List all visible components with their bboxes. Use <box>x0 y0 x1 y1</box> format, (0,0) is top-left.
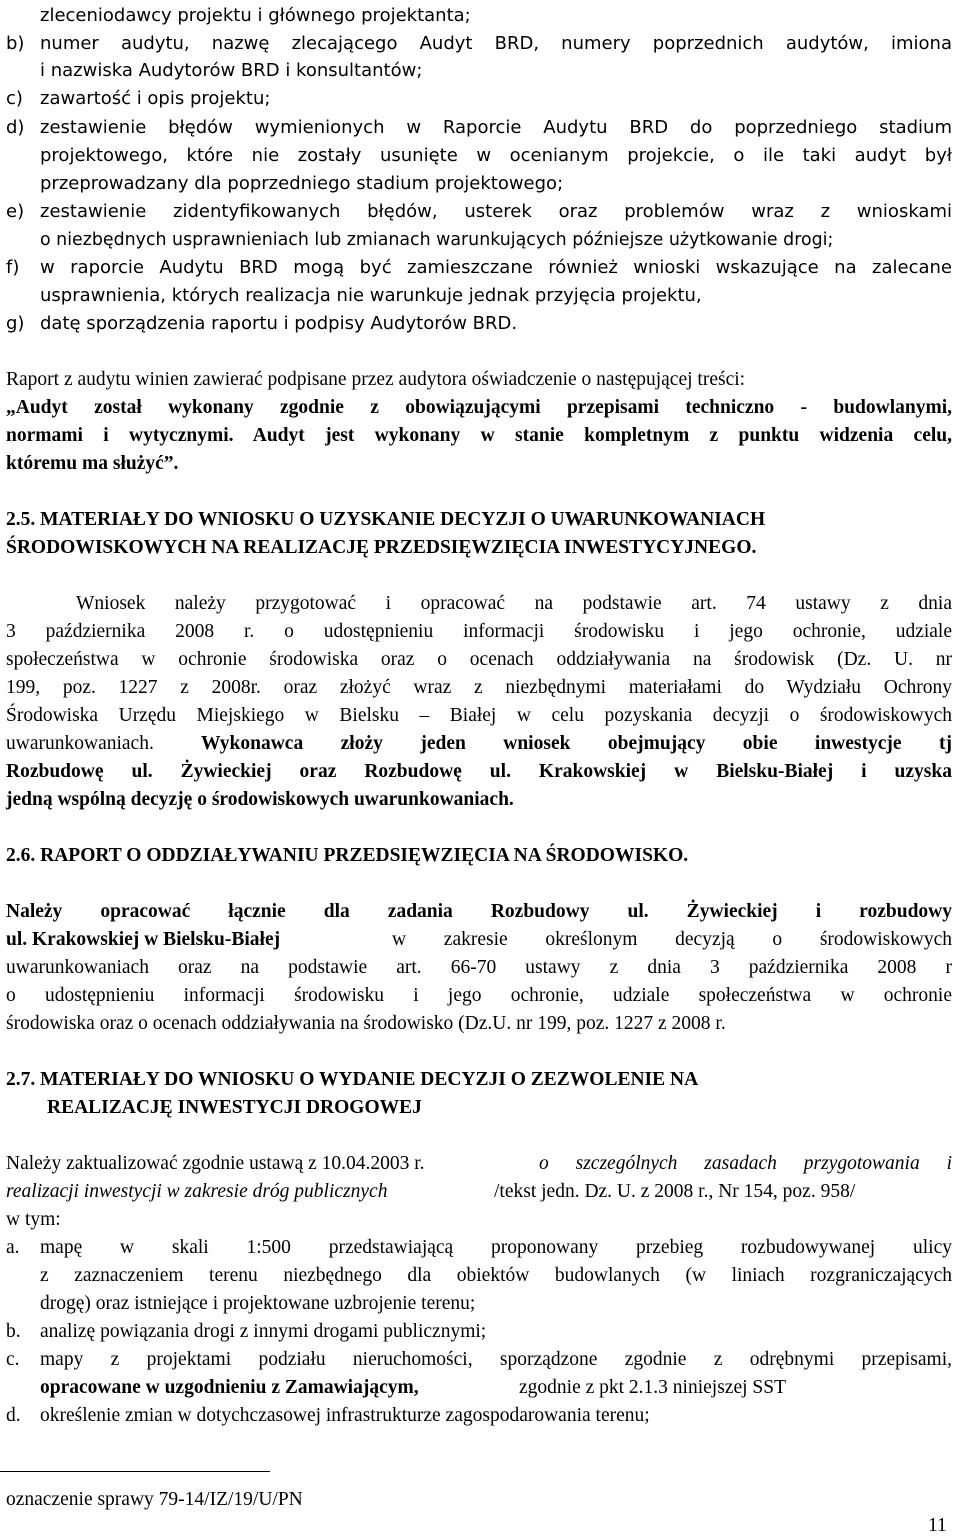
section-27-item-a: mapę w skali 1:500 przedstawiającą proponowany przebieg rozbudowywanej ulicy <box>40 1237 952 1258</box>
section-25-emphasis: jedną wspólną decyzję o środowiskowych uwarunkowaniach. <box>6 789 514 810</box>
section-27-line: w tym: <box>6 1209 61 1230</box>
section-27-item-c-emphasis: opracowane w uzgodnieniu z Zamawiającym, <box>40 1377 419 1398</box>
list-marker: f) <box>6 257 20 278</box>
section-27-heading-line2: REALIZACJĘ INWESTYCJI DROGOWEJ <box>47 1097 422 1118</box>
section-25-line: społeczeństwa w ochronie środowiska oraz o ocenach oddziaływania na środowisk (Dz. U. nr <box>6 649 952 670</box>
list-marker: c) <box>6 88 23 109</box>
section-25-emphasis: Rozbudowę ul. Żywieckiej oraz Rozbudowę ul. Krakowskiej w Bielsku-Białej i uzyska <box>6 761 952 782</box>
section-25-paragraph: Wniosek należy przygotować i opracować na podstawie art. 74 ustawy z dnia <box>76 593 952 614</box>
list-marker: c. <box>6 1349 20 1370</box>
section-27-item-d: określenie zmian w dotychczasowej infrastrukturze zagospodarowania terenu; <box>40 1405 650 1426</box>
footer-case-label: oznaczenie sprawy 79-14/IZ/19/U/PN <box>6 1489 303 1510</box>
section-26-line: uwarunkowaniach oraz na podstawie art. 66-70 ustawy z dnia 3 października 2008 r <box>6 957 952 978</box>
section-27-item-a-line2: z zaznaczeniem terenu niezbędnego dla obiektów budowlanych (w liniach rozgraniczających <box>40 1265 952 1286</box>
section-26-line: środowiska oraz o ocenach oddziaływania na środowisko (Dz.U. nr 199, poz. 1227 z 2008 r. <box>6 1013 726 1034</box>
section-26-line: o udostępnieniu informacji środowisku i jego ochronie, udziale społeczeństwa w ochronie <box>6 985 952 1006</box>
raport-quote-line3: któremu ma służyć”. <box>6 453 179 474</box>
list-marker: e) <box>6 201 25 222</box>
section-25-heading: 2.5. MATERIAŁY DO WNIOSKU O UZYSKANIE DECYZJI O UWARUNKOWANIACH <box>6 509 766 530</box>
list-item-e-line2: o niezbędnych usprawnieniach lub zmianach warunkujących późniejsze użytkowanie drogi; <box>40 230 834 250</box>
section-26-line: w zakresie określonym decyzją o środowiskowych <box>392 929 952 950</box>
section-25-line: 199, poz. 1227 z 2008r. oraz złożyć wraz z niezbędnymi materiałami do Wydziału Ochrony <box>6 677 952 698</box>
list-item-f: w raporcie Audytu BRD mogą być zamieszczane również wnioski wskazujące na zalecane <box>40 257 952 278</box>
section-27-heading: 2.7. MATERIAŁY DO WNIOSKU O WYDANIE DECYZJI O ZEZWOLENIE NA <box>6 1069 699 1090</box>
list-marker: a. <box>6 1237 20 1258</box>
section-25-emphasis: Wykonawca złoży jeden wniosek obejmujący obie inwestycje tj <box>201 733 952 754</box>
list-item-d: zestawienie błędów wymienionych w Raporcie Audytu BRD do poprzedniego stadium <box>40 117 952 138</box>
section-25-line: uwarunkowaniach. <box>6 733 154 754</box>
raport-quote-line2: normami i wytycznymi. Audyt jest wykonany w stanie kompletnym z punktu widzenia celu, <box>6 425 952 446</box>
section-26-emphasis: ul. Krakowskiej w Bielsku-Białej <box>6 929 281 950</box>
list-marker: d) <box>6 117 25 138</box>
section-26-line: Należy opracować łącznie dla zadania Rozbudowy ul. Żywieckiej i rozbudowy <box>6 901 952 922</box>
section-27-italic: realizacji inwestycji w zakresie dróg publicznych <box>6 1181 388 1202</box>
raport-intro: Raport z audytu winien zawierać podpisane przez audytora oświadczenie o następującej treści: <box>6 369 746 390</box>
list-item-g: datę sporządzenia raportu i podpisy Audytorów BRD. <box>40 313 518 334</box>
section-27-line: /tekst jedn. Dz. U. z 2008 r., Nr 154, poz. 958/ <box>494 1181 856 1202</box>
list-item-f-line2: usprawnienia, których realizacja nie warunkuje jednak przyjęcia projektu, <box>40 285 702 306</box>
section-27-item-c-rest: zgodnie z pkt 2.1.3 niniejszej SST <box>519 1377 787 1398</box>
list-item-c: zawartość i opis projektu; <box>40 88 271 109</box>
list-item-b: numer audytu, nazwę zlecającego Audyt BRD, numery poprzednich audytów, imiona <box>40 33 952 54</box>
list-item-d-line2: projektowego, które nie zostały usunięte w ocenianym projekcie, o ile taki audyt był <box>40 145 952 166</box>
list-item-e: zestawienie zidentyfikowanych błędów, usterek oraz problemów wraz z wnioskami <box>40 201 952 222</box>
page-number: 11 <box>928 1515 947 1536</box>
list-item-a-continuation: zleceniodawcy projektu i głównego projektanta; <box>40 5 471 26</box>
section-27-item-c: mapy z projektami podziału nieruchomości, sporządzone zgodnie z odrębnymi przepisami, <box>40 1349 952 1370</box>
section-25-line: 3 października 2008 r. o udostępnieniu informacji środowisku i jego ochronie, udziale <box>6 621 952 642</box>
section-25-heading-line2: ŚRODOWISKOWYCH NA REALIZACJĘ PRZEDSIĘWZIĘCIA INWESTYCYJNEGO. <box>6 537 757 558</box>
section-25-line: Środowiska Urzędu Miejskiego w Bielsku – Białej w celu pozyskania decyzji o środowiskowych <box>6 705 952 726</box>
footer-rule <box>0 1471 270 1472</box>
raport-quote-line1: „Audyt został wykonany zgodnie z obowiązującymi przepisami techniczno - budowlanymi, <box>6 397 952 418</box>
section-27-item-a-line3: drogę) oraz istniejące i projektowane uzbrojenie terenu; <box>40 1293 476 1314</box>
list-item-b-line2: i nazwiska Audytorów BRD i konsultantów; <box>40 60 423 81</box>
list-marker: g) <box>6 313 25 334</box>
list-marker: d. <box>6 1405 21 1426</box>
section-27-italic: o szczególnych zasadach przygotowania i <box>539 1153 952 1174</box>
list-marker: b. <box>6 1321 21 1342</box>
section-27-line: Należy zaktualizować zgodnie ustawą z 10.04.2003 r. <box>6 1153 425 1174</box>
list-marker: b) <box>6 33 25 54</box>
section-26-heading: 2.6. RAPORT O ODDZIAŁYWANIU PRZEDSIĘWZIĘCIA NA ŚRODOWISKO. <box>6 845 689 866</box>
section-27-item-b: analizę powiązania drogi z innymi drogami publicznymi; <box>40 1321 487 1342</box>
list-item-d-line3: przeprowadzany dla poprzedniego stadium projektowego; <box>40 173 564 194</box>
